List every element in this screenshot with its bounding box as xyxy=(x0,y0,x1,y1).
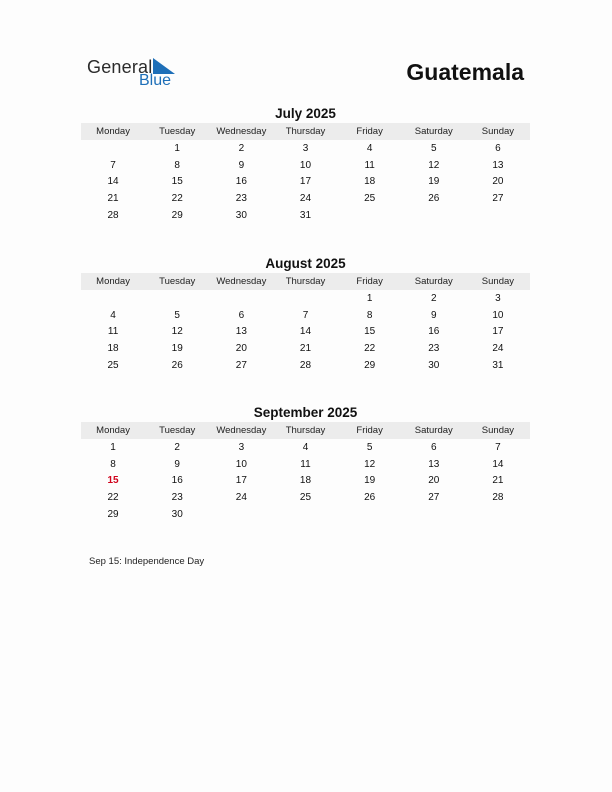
country-title: Guatemala xyxy=(406,59,524,85)
day-cell: 23 xyxy=(171,492,183,504)
day-cell: 4 xyxy=(366,142,373,154)
day-cell: 1 xyxy=(110,441,116,453)
day-cell: 12 xyxy=(428,159,440,171)
weekday-label: Monday xyxy=(96,126,130,137)
day-cell: 23 xyxy=(428,343,440,355)
day-cell: 30 xyxy=(171,509,183,521)
day-cell: 29 xyxy=(364,360,376,372)
weekday-label: Wednesday xyxy=(216,126,267,137)
day-cell: 31 xyxy=(299,210,312,222)
day-cell: 27 xyxy=(492,193,504,205)
day-cell: 28 xyxy=(107,210,119,222)
day-cell: 28 xyxy=(299,360,312,372)
day-cell: 24 xyxy=(299,193,312,205)
day-cell: 19 xyxy=(428,176,440,188)
day-cell: 13 xyxy=(428,458,440,470)
week-row xyxy=(81,324,530,341)
day-cell: 16 xyxy=(428,326,440,338)
weekday-label: Friday xyxy=(356,276,383,287)
weekday-label: Saturday xyxy=(414,425,453,436)
day-cell: 19 xyxy=(364,475,376,487)
day-cell: 26 xyxy=(364,492,376,504)
day-cell: 13 xyxy=(492,159,504,171)
day-cell: 25 xyxy=(364,193,376,205)
day-cell: 17 xyxy=(235,475,247,487)
day-cell: 22 xyxy=(107,492,119,504)
logo-blue-text: Blue xyxy=(139,72,172,89)
weekday-label: Sunday xyxy=(481,425,515,436)
weekday-label: Saturday xyxy=(414,276,453,287)
day-cell: 20 xyxy=(235,343,247,355)
weekday-label: Wednesday xyxy=(216,425,267,436)
day-cell: 25 xyxy=(107,360,119,372)
weekday-label: Wednesday xyxy=(216,276,267,287)
weekday-label: Friday xyxy=(356,425,383,436)
week-row xyxy=(81,506,530,523)
week-row xyxy=(81,489,530,506)
day-cell: 25 xyxy=(299,492,312,504)
day-cell: 23 xyxy=(235,193,247,205)
weekday-label: Thursday xyxy=(285,126,326,137)
weekday-label: Monday xyxy=(96,425,130,436)
day-cell: 7 xyxy=(302,309,309,321)
weekday-label: Thursday xyxy=(285,276,326,287)
weekday-label: Tuesday xyxy=(159,126,196,137)
week-row xyxy=(81,357,530,374)
day-cell: 5 xyxy=(174,309,180,321)
day-cell: 21 xyxy=(492,475,504,487)
day-cell: 16 xyxy=(171,475,183,487)
day-cell: 13 xyxy=(235,326,247,338)
holiday-notes xyxy=(89,556,204,567)
weekday-label: Saturday xyxy=(414,126,453,137)
day-cell: 22 xyxy=(364,343,376,355)
week-row xyxy=(81,340,530,357)
day-cell: 14 xyxy=(299,326,312,338)
day-cell: 7 xyxy=(110,159,116,171)
week-row xyxy=(81,307,530,324)
day-cell: 5 xyxy=(430,142,437,154)
day-cell: 27 xyxy=(428,492,440,504)
weekday-header-row xyxy=(81,273,530,290)
day-cell: 11 xyxy=(364,159,375,171)
day-cell: 11 xyxy=(300,458,311,470)
week-row xyxy=(81,290,530,307)
day-cell: 29 xyxy=(171,210,183,222)
day-cell: 22 xyxy=(171,193,183,205)
day-cell: 15 xyxy=(171,176,183,188)
day-cell: 6 xyxy=(495,142,501,154)
day-cell: 14 xyxy=(492,458,504,470)
day-cell: 12 xyxy=(364,458,376,470)
day-cell: 9 xyxy=(430,309,437,321)
logo xyxy=(87,55,187,95)
day-cell: 10 xyxy=(492,309,504,321)
day-cell: 9 xyxy=(174,458,180,470)
weekday-label: Sunday xyxy=(481,276,515,287)
day-cell: 9 xyxy=(238,159,245,171)
day-cell: 29 xyxy=(107,509,119,521)
day-cell: 2 xyxy=(430,292,437,304)
day-cell: 12 xyxy=(171,326,183,338)
day-cell: 17 xyxy=(299,176,312,188)
day-cell: 2 xyxy=(238,142,245,154)
month-title: July 2025 xyxy=(275,106,336,121)
week-row xyxy=(81,207,530,224)
weekday-label: Friday xyxy=(356,126,383,137)
week-row xyxy=(81,456,530,473)
day-cell: 5 xyxy=(366,441,373,453)
day-cell: 4 xyxy=(302,441,309,453)
day-cell: 20 xyxy=(492,176,504,188)
month-september xyxy=(81,404,530,523)
weekday-header-row xyxy=(81,422,530,439)
day-cell: 8 xyxy=(174,159,180,171)
day-cell: 8 xyxy=(110,458,116,470)
day-cell: 21 xyxy=(299,343,312,355)
weekday-header-row xyxy=(81,123,530,140)
day-cell: 30 xyxy=(428,360,440,372)
day-cell: 27 xyxy=(235,360,247,372)
day-cell: 11 xyxy=(107,326,119,338)
day-cell: 16 xyxy=(235,176,247,188)
day-cell: 26 xyxy=(171,360,183,372)
day-cell: 17 xyxy=(492,326,504,338)
day-cell: 10 xyxy=(299,159,312,171)
day-cell: 3 xyxy=(495,292,501,304)
day-cell: 24 xyxy=(492,343,504,355)
holiday-day-cell: 15 xyxy=(107,475,119,487)
day-cell: 14 xyxy=(107,176,119,188)
month-title: August 2025 xyxy=(265,256,346,271)
day-cell: 20 xyxy=(428,475,440,487)
week-row xyxy=(81,174,530,191)
day-cell: 7 xyxy=(495,441,501,453)
week-row xyxy=(81,190,530,207)
weekday-label: Thursday xyxy=(285,425,326,436)
day-cell: 1 xyxy=(366,292,373,304)
day-cell: 24 xyxy=(235,492,247,504)
weekday-label: Sunday xyxy=(481,126,515,137)
day-cell: 30 xyxy=(235,210,247,222)
day-cell: 26 xyxy=(428,193,440,205)
day-cell: 21 xyxy=(107,193,119,205)
day-cell: 3 xyxy=(302,142,309,154)
weekday-label: Tuesday xyxy=(159,276,196,287)
day-cell: 18 xyxy=(364,176,376,188)
week-row xyxy=(81,439,530,456)
day-cell: 28 xyxy=(492,492,504,504)
day-cell: 31 xyxy=(492,360,504,372)
day-cell: 18 xyxy=(299,475,312,487)
day-cell: 6 xyxy=(238,309,245,321)
day-cell: 1 xyxy=(174,142,180,154)
day-cell: 8 xyxy=(366,309,373,321)
day-cell: 3 xyxy=(238,441,245,453)
weekday-label: Tuesday xyxy=(159,425,196,436)
day-cell: 10 xyxy=(235,458,247,470)
day-cell: 18 xyxy=(107,343,119,355)
day-cell: 2 xyxy=(174,441,180,453)
day-cell: 6 xyxy=(430,441,437,453)
month-august xyxy=(81,255,530,374)
month-july xyxy=(81,105,530,224)
week-row xyxy=(81,140,530,157)
month-title: September 2025 xyxy=(253,405,358,420)
logo-general-text: General xyxy=(87,57,153,77)
weekday-label: Monday xyxy=(96,276,130,287)
holiday-note: Sep 15: Independence Day xyxy=(89,556,205,567)
day-cell: 15 xyxy=(364,326,376,338)
week-row xyxy=(81,157,530,174)
day-cell: 4 xyxy=(110,309,116,321)
day-cell: 19 xyxy=(171,343,183,355)
week-row xyxy=(81,473,530,490)
